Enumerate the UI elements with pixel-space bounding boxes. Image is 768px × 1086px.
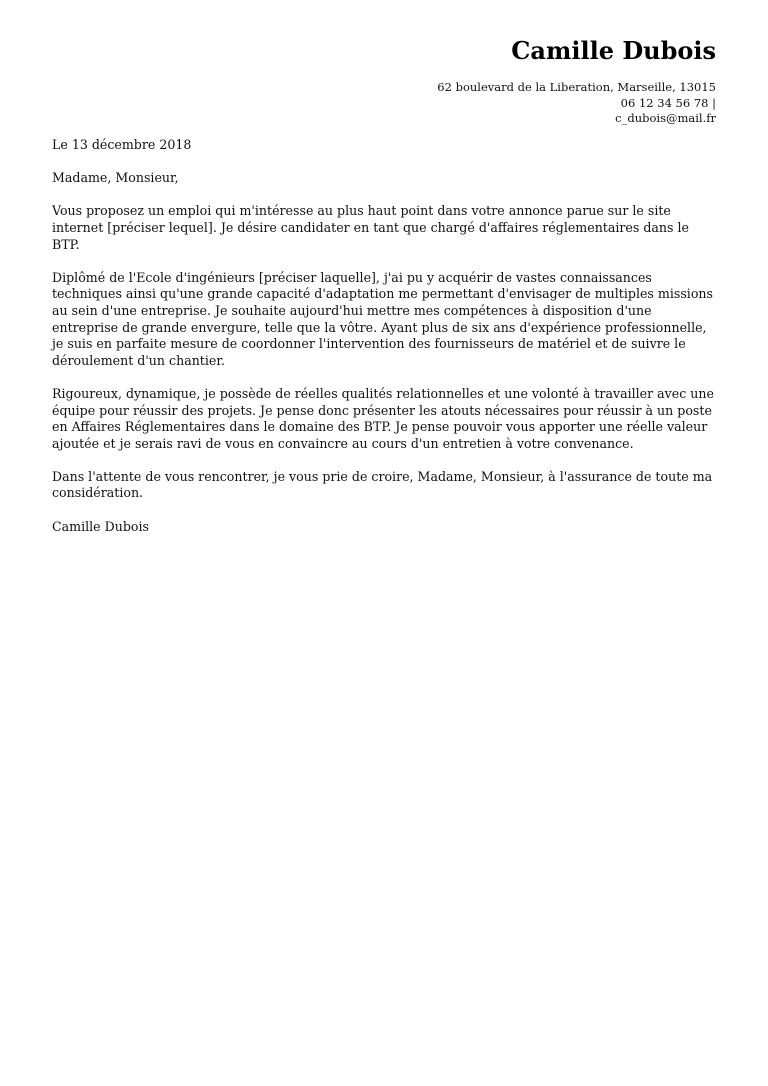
sender-address: 62 boulevard de la Liberation, Marseille, 13015 [437, 80, 716, 94]
sender-name: Camille Dubois [511, 36, 716, 65]
letter-paragraph-1: Vous proposez un emploi qui m'intéresse au plus haut point dans votre annonce parue sur le site internet [préciser lequel]. Je désire candidater en tant que chargé d'affaires réglementaires dans le BTP. [52, 203, 689, 252]
letter-paragraph-2: Diplômé de l'Ecole d'ingénieurs [préciser laquelle], j'ai pu y acquérir de vastes connaissances techniques ainsi qu'une grande capacité d'adaptation me permettant d'envisager de multiples missions au sein d'une entreprise. Je souhaite aujourd'hui mettre mes compétences à disposition d'une entreprise de grande envergure, telle que la vôtre. Ayant plus de six ans d'expérience professionnelle, je suis en parfaite mesure de coordonner l'intervention des fournisseurs de matériel et de suivre le déroulement d'un chantier. [52, 269, 713, 368]
letter-salutation: Madame, Monsieur, [52, 170, 179, 186]
sender-email: c_dubois@mail.fr [615, 111, 716, 125]
sender-header [437, 36, 716, 127]
letter-paragraph-3: Rigoureux, dynamique, je possède de réelles qualités relationnelles et une volonté à travailler avec une équipe pour réussir des projets. Je pense donc présenter les atouts nécessaires pour réussir à un poste en Affaires Réglementaires dans le domaine des BTP. Je pense pouvoir vous apporter une réelle valeur ajoutée et je serais ravi de vous en convaincre au cours d'un entretien à votre convenance. [52, 385, 714, 451]
sender-phone: 06 12 34 56 78 | [620, 95, 716, 110]
letter-paragraph-4: Dans l'attente de vous rencontrer, je vous prie de croire, Madame, Monsieur, à l'assurance de toute ma considération. [52, 468, 713, 501]
letter-date: Le 13 décembre 2018 [52, 137, 192, 152]
letter-body [52, 137, 716, 552]
letter-signature: Camille Dubois [52, 518, 149, 534]
